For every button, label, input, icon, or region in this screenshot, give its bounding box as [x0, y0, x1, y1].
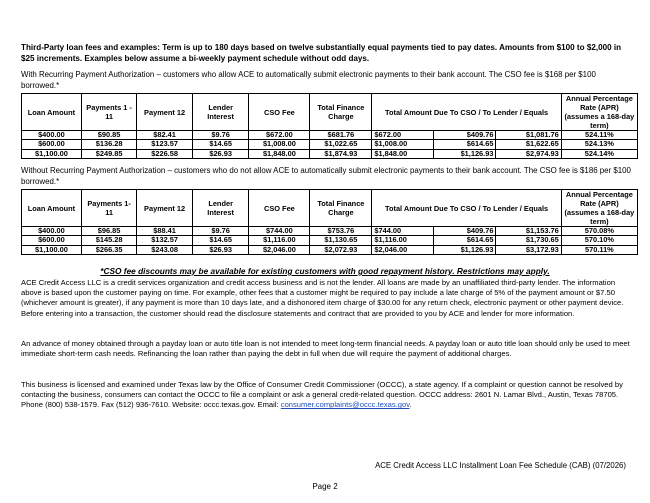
- table-cell: $1,153.76: [496, 227, 561, 236]
- col-payment-12: Payment 12: [137, 94, 193, 131]
- col-lender-interest: Lender Interest: [192, 190, 249, 227]
- col-cso-fee: CSO Fee: [249, 94, 310, 131]
- table-cell: $1,126.93: [434, 149, 496, 158]
- col-payment-12: Payment 12: [137, 190, 193, 227]
- table-cell: $744.00: [249, 227, 310, 236]
- col-total-finance-charge: Total Finance Charge: [310, 190, 372, 227]
- table-cell: $409.76: [434, 227, 496, 236]
- table-row: [22, 149, 638, 158]
- table-cell: $9.76: [192, 131, 249, 140]
- complaint-email-link[interactable]: consumer.complaints@occc.texas.gov: [280, 400, 410, 410]
- col-total-amount-due: Total Amount Due To CSO / To Lender / Equals: [372, 94, 561, 131]
- table-cell: 570.08%: [561, 227, 637, 236]
- table-cell: $1,100.00: [22, 149, 82, 158]
- col-loan-amount: Loan Amount: [22, 190, 82, 227]
- table-cell: $400.00: [22, 227, 82, 236]
- table-cell: 524.14%: [561, 149, 637, 158]
- table-cell: $90.85: [81, 131, 137, 140]
- col-cso-fee: CSO Fee: [249, 190, 310, 227]
- table-row: [22, 140, 638, 149]
- table-cell: $2,046.00: [372, 245, 434, 254]
- table-cell: $672.00: [249, 131, 310, 140]
- table-cell: $600.00: [22, 140, 82, 149]
- table-cell: $681.76: [310, 131, 372, 140]
- table-cell: $1,008.00: [372, 140, 434, 149]
- table-cell: $1,008.00: [249, 140, 310, 149]
- col-total-amount-due: Total Amount Due To CSO / To Lender / Equals: [372, 190, 561, 227]
- table-cell: $1,081.76: [496, 131, 561, 140]
- table-cell: $26.93: [192, 245, 249, 254]
- table-cell: $14.65: [192, 236, 249, 245]
- table-cell: $132.57: [137, 236, 193, 245]
- table-cell: $1,130.65: [310, 236, 372, 245]
- table-cell: $82.41: [137, 131, 193, 140]
- document-footer: ACE Credit Access LLC Installment Loan Fee Schedule (CAB) (07/2026): [375, 461, 626, 470]
- table-cell: $600.00: [22, 236, 82, 245]
- table-cell: $409.76: [434, 131, 496, 140]
- table-cell: 524.11%: [561, 131, 637, 140]
- col-payments-1-11: Payments 1-11: [81, 190, 137, 227]
- page-number: Page 2: [312, 482, 338, 491]
- table-cell: $96.85: [81, 227, 137, 236]
- table-cell: $1,100.00: [22, 245, 82, 254]
- table-cell: $3,172.93: [496, 245, 561, 254]
- table-cell: $1,622.65: [496, 140, 561, 149]
- table-cell: $9.76: [192, 227, 249, 236]
- table-cell: $249.85: [81, 149, 137, 158]
- table-cell: $1,116.00: [249, 236, 310, 245]
- table-cell: $1,126.93: [434, 245, 496, 254]
- licensing-text: This business is licensed and examined under Texas law by the Office of Consumer Credit Commissioner (OCCC), a state agency. If a complaint or question cannot be resolved by contacting the business, consumers can contact the OCCC to file a complaint or ask a general credit-related question. OCCC address: 2601 N. Lamar Blvd., Austin, Texas 78705. Phone (800) 538-1579. Fax (512) 936-7610. Website: occc.texas.gov. Email:: [21, 380, 623, 410]
- email-suffix: .: [409, 400, 412, 410]
- table-cell: $1,848.00: [249, 149, 310, 158]
- with-rpa-note: With Recurring Payment Authorization – customers who allow ACE to automatically submit electronic payments to their bank account. The CSO fee is $168 per $100 borrowed.*: [21, 70, 596, 90]
- col-loan-amount: Loan Amount: [22, 94, 82, 131]
- table-cell: $614.65: [434, 236, 496, 245]
- table-cell: 570.10%: [561, 236, 637, 245]
- table-cell: $2,072.93: [310, 245, 372, 254]
- disclosure-paragraph: ACE Credit Access LLC is a credit services organization and credit access business and is not the lender. All loans are made by an unaffiliated third-party lender. The information above is based upon the customer paying on time. For example, other fees that a customer might be required to pay include a late charge of 5% of the payment amount or $7.50 (whichever amount is greater), if any payment is more than 10 days late, and a dishonored item charge of $30.00 for any return check, electronic payment or other payment device. Before entering into a transaction, the customer should read the disclosure statements and contract that are provided to you by ACE and lender for more information.: [21, 278, 624, 318]
- table-cell: $266.35: [81, 245, 137, 254]
- table-row: [22, 245, 638, 254]
- table-cell: $145.28: [81, 236, 137, 245]
- col-lender-interest: Lender Interest: [192, 94, 249, 131]
- table-cell: $400.00: [22, 131, 82, 140]
- table-cell: $672.00: [372, 131, 434, 140]
- table-cell: $1,874.93: [310, 149, 372, 158]
- table-cell: $1,116.00: [372, 236, 434, 245]
- table-cell: $226.58: [137, 149, 193, 158]
- table-row: [22, 131, 638, 140]
- col-total-finance-charge: Total Finance Charge: [310, 94, 372, 131]
- col-apr: Annual Percentage Rate (APR) (assumes a 168-day term): [561, 190, 637, 227]
- licensing-paragraph: [21, 380, 633, 411]
- table-cell: $2,974.93: [496, 149, 561, 158]
- fee-heading: Third-Party loan fees and examples: Term is up to 180 days based on twelve substantially equal payments tied to pay dates. Amounts from $100 to $2,000 in $25 increments. Examples below assume a bi-weekly payment schedule without odd days.: [21, 43, 622, 63]
- table-cell: $614.65: [434, 140, 496, 149]
- col-apr: Annual Percentage Rate (APR) (assumes a 168-day term): [561, 94, 637, 131]
- table-cell: $123.57: [137, 140, 193, 149]
- table-cell: $14.65: [192, 140, 249, 149]
- table-cell: $88.41: [137, 227, 193, 236]
- without-rpa-note: Without Recurring Payment Authorization – customers who do not allow ACE to automatically submit electronic payments to their bank account. The CSO fee is $186 per $100 borrowed.*: [21, 166, 631, 186]
- fee-table-with-rpa: [21, 93, 638, 159]
- table-cell: 570.11%: [561, 245, 637, 254]
- table-cell: $1,022.65: [310, 140, 372, 149]
- table-cell: $1,730.65: [496, 236, 561, 245]
- table-cell: $753.76: [310, 227, 372, 236]
- table-cell: $243.08: [137, 245, 193, 254]
- table-cell: $26.93: [192, 149, 249, 158]
- cso-discount-note: *CSO fee discounts may be available for existing customers with good repayment history. Restrictions may apply.: [100, 266, 550, 276]
- table-cell: $744.00: [372, 227, 434, 236]
- table-cell: $136.28: [81, 140, 137, 149]
- table-cell: $2,046.00: [249, 245, 310, 254]
- table-cell: $1,848.00: [372, 149, 434, 158]
- table-cell: 524.13%: [561, 140, 637, 149]
- table-row: [22, 236, 638, 245]
- short-term-warning-paragraph: An advance of money obtained through a payday loan or auto title loan is not intended to meet long-term financial needs. A payday loan or auto title loan should only be used to meet immediate short-term cash needs. Refinancing the loan rather than paying the debt in full when due will require the payment of additional charges.: [21, 339, 630, 359]
- table-row: [22, 227, 638, 236]
- fee-table-without-rpa: [21, 189, 638, 255]
- col-payments-1-11: Payments 1 - 11: [81, 94, 137, 131]
